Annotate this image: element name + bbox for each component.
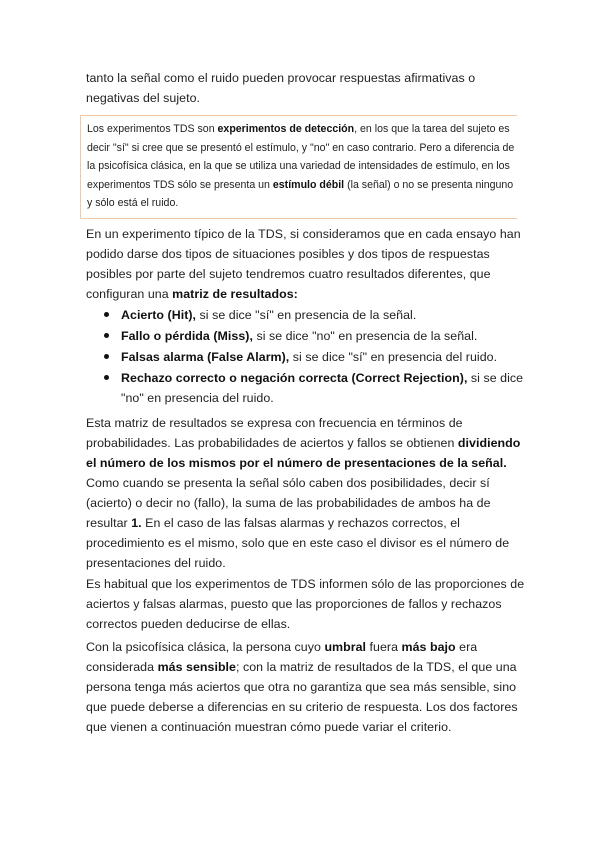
callout-text-1: Los experimentos TDS son [87, 123, 218, 135]
list-item [86, 368, 526, 408]
classic-text-3: era considerada [86, 640, 478, 674]
classic-bold-lower: más bajo [401, 640, 456, 654]
callout-bold-detection: experimentos de detección [217, 123, 355, 135]
bullet-icon [104, 375, 109, 380]
list-item [86, 305, 526, 325]
bullet-icon [104, 333, 109, 338]
results-list [86, 305, 526, 409]
classic-bold-more-sensitive: más sensible [157, 660, 236, 674]
experiment-text: En un experimento típico de la TDS, si consideramos que en cada ensayo han podido darse dos tipos de situaciones posibles y dos tipos de respuestas posibles por parte del sujeto tendremos cuatro resultados diferentes, que configuran una [86, 227, 521, 301]
bullet-icon [104, 312, 109, 317]
classic-text-4: ; con la matriz de resultados de la TDS, el que una persona tenga más aciertos que otra no garantiza que sea más sensible, sino que puede deberse a diferencias en su criterio de respuesta. Los dos factores que vienen a continuación muestran cómo puede variar el criterio. [86, 660, 518, 734]
classic-bold-threshold: umbral [324, 640, 367, 654]
matrix-paragraph [86, 413, 526, 573]
bullet-icon [104, 354, 109, 359]
list-item-desc: si se dice "sí" en presencia de la señal. [196, 308, 417, 322]
classic-text-1: Con la psicofísica clásica, la persona cuyo [86, 640, 325, 654]
list-item-desc: si se dice "no" en presencia de la señal. [252, 329, 478, 343]
list-item [86, 326, 526, 346]
callout-text [87, 120, 515, 213]
matrix-text-3: En el caso de las falsas alarmas y rechazos correctos, el procedimiento es el mismo, solo que en este caso el divisor es el número de presentaciones del ruido. [86, 516, 510, 570]
matrix-text-1: Esta matriz de resultados se expresa con frecuencia en términos de probabilidades. Las probabilidades de aciertos y fallos se obtienen [86, 416, 463, 450]
callout-text-2: , en los que la tarea del sujeto es decir "sí" si cree que se presentó el estímulo, y "no" en caso contrario. Pero a diferencia de la psicofísica clásica, en la que se utiliza una variedad de intensidades de estímulo, en los experimentos TDS sólo se presenta un [87, 123, 515, 191]
experiment-bold-matrix: matriz de resultados: [172, 287, 298, 301]
intro-paragraph: tanto la señal como el ruido pueden provocar respuestas afirmativas o negativas del sujeto. [86, 71, 476, 105]
callout-text-3: (la señal) o no se presenta ninguno y sólo está el ruido. [87, 178, 514, 209]
list-item-term: Rechazo correcto o negación correcta (Correct Rejection), [121, 371, 468, 385]
classic-text-2: fuera [366, 640, 402, 654]
classic-psychophysics-paragraph [86, 637, 526, 737]
habitual-paragraph: Es habitual que los experimentos de TDS informen sólo de las proporciones de aciertos y falsas alarmas, puesto que las proporciones de fallos y rechazos correctos pueden deducirse de ellas. [86, 577, 525, 631]
list-item [86, 347, 526, 367]
experiment-paragraph [86, 224, 526, 304]
callout-bold-weak-stimulus: estímulo débil [272, 178, 345, 191]
list-item-term: Acierto (Hit), [121, 308, 197, 322]
list-item-desc: si se dice "sí" en presencia del ruido. [289, 350, 498, 364]
matrix-bold-dividing: dividiendo el número de los mismos por el número de presentaciones de la señal. [86, 436, 521, 470]
list-item-desc: si se dice "no" en presencia del ruido. [121, 371, 524, 405]
list-item-term: Fallo o pérdida (Miss), [121, 329, 253, 343]
list-item-term: Falsas alarma (False Alarm), [121, 350, 290, 364]
matrix-bold-one: 1. [131, 516, 142, 530]
matrix-text-2: Como cuando se presenta la señal sólo caben dos posibilidades, decir sí (acierto) o decir no (fallo), la suma de las probabilidades de ambos ha de resultar [86, 476, 491, 530]
callout-box [80, 115, 517, 219]
